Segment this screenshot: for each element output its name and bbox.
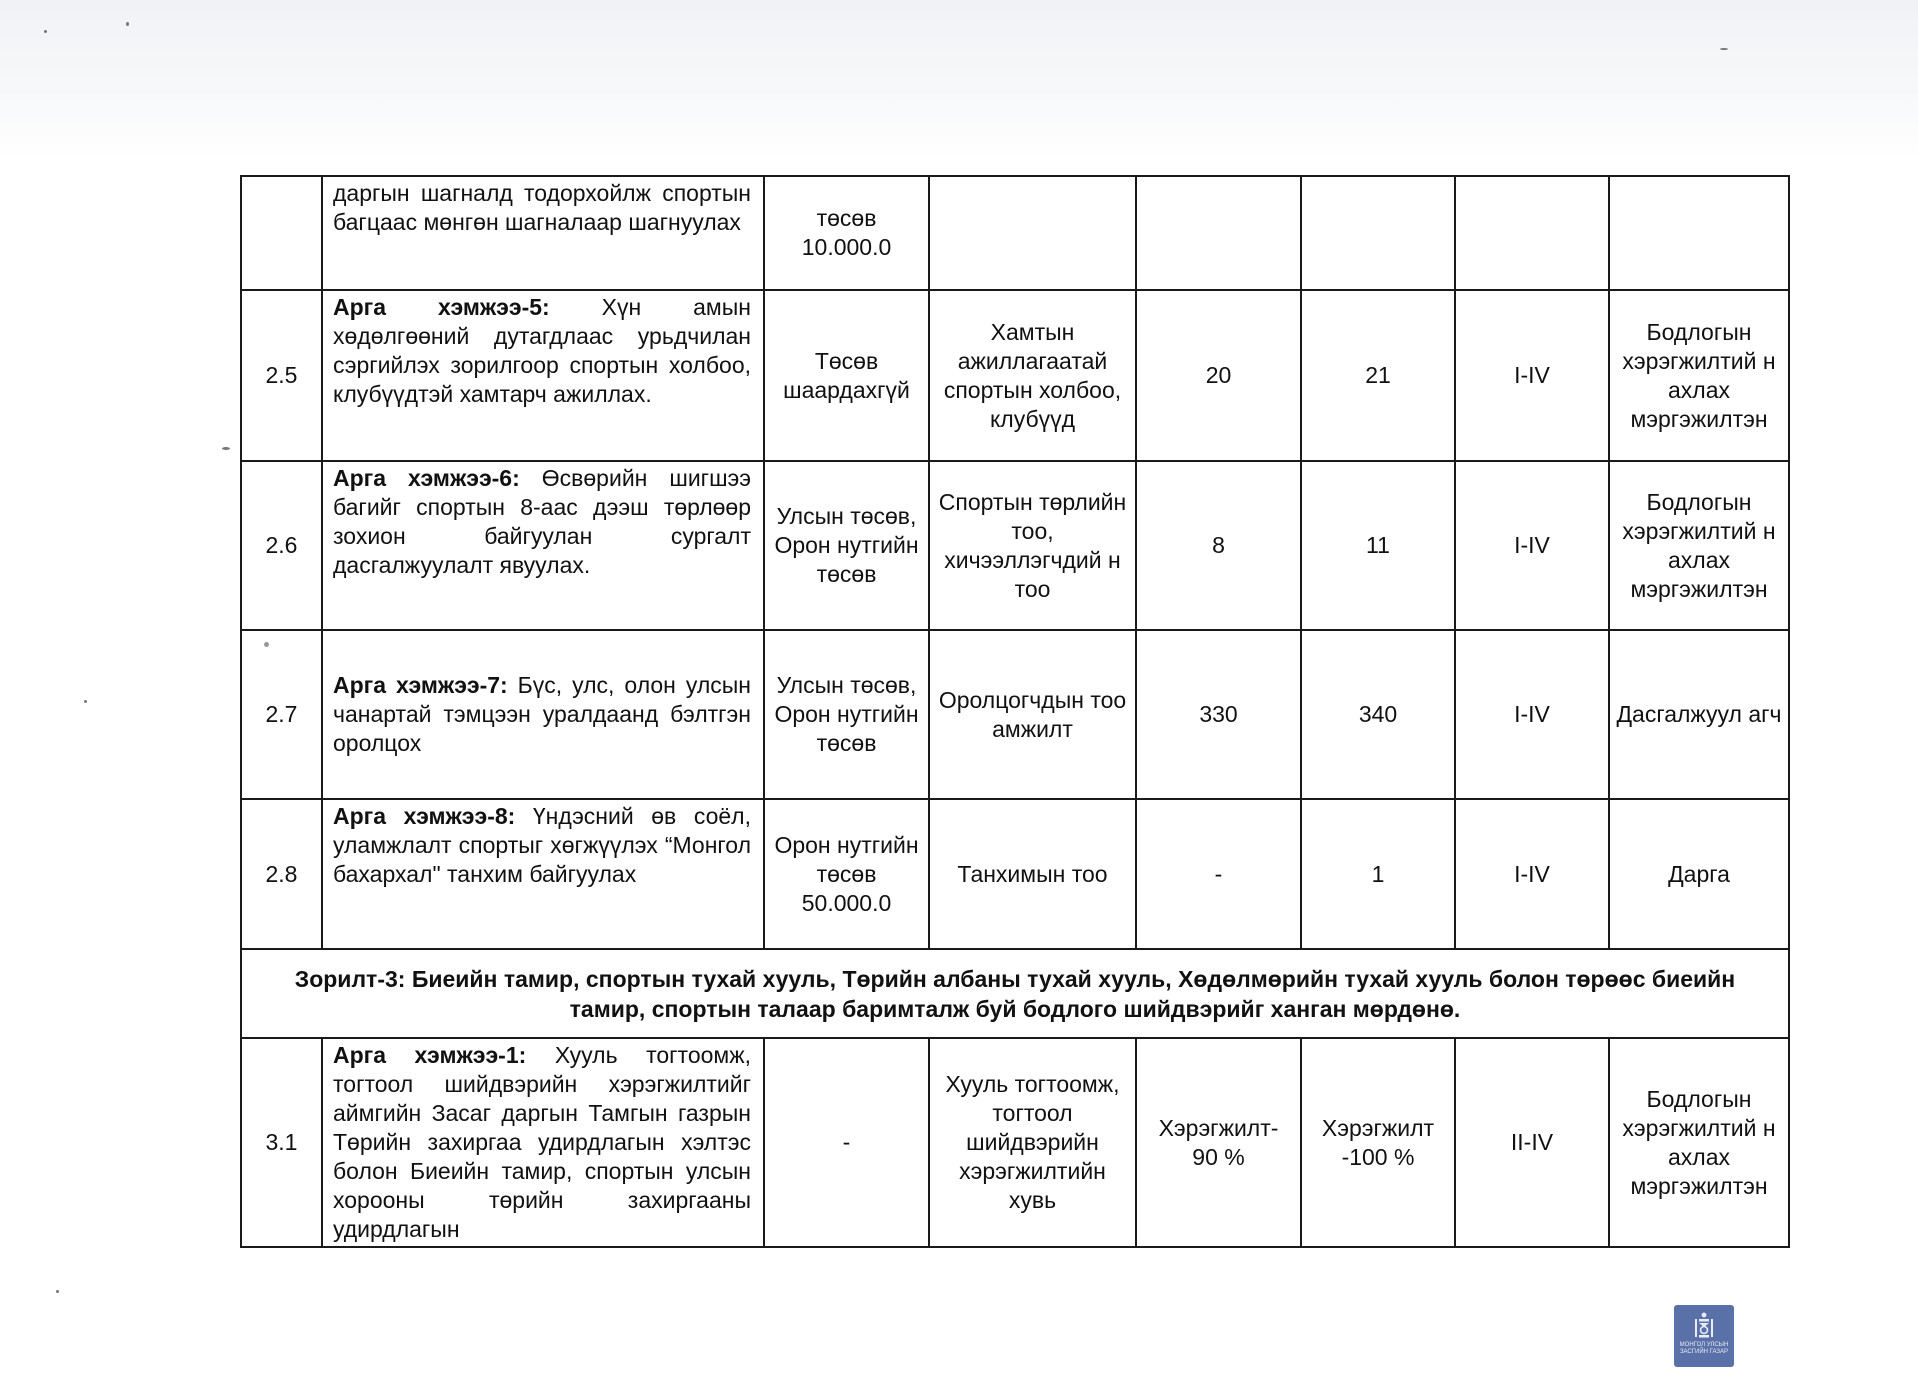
target-value: 11 xyxy=(1301,461,1455,630)
period: I-IV xyxy=(1455,290,1609,461)
action-title: Арга хэмжээ-7: xyxy=(333,672,508,698)
baseline-value: - xyxy=(1136,799,1301,949)
row-number: 2.7 xyxy=(241,630,322,799)
action-title: Арга хэмжээ-8: xyxy=(333,803,516,829)
action-text: Өсвөрийн шигшээ багийг спортын 8-аас дээш төрлөөр зохион байгуулан сургалт дасгалжуулалт явуулах. xyxy=(333,465,751,578)
target-value: Хэрэгжилт -100 % xyxy=(1301,1038,1455,1247)
budget-source: төсөв 10.000.0 xyxy=(764,176,929,290)
responsible xyxy=(1609,176,1789,290)
row-number: 2.5 xyxy=(241,290,322,461)
scan-speck xyxy=(44,30,47,33)
row-number xyxy=(241,176,322,290)
soyombo-icon xyxy=(1692,1311,1716,1339)
scan-speck xyxy=(222,447,230,450)
action-text: Бүс, улс, олон улсын чанартай тэмцээн уралдаанд бэлтгэн оролцох xyxy=(333,672,751,756)
budget-source: Орон нутгийн төсөв 50.000.0 xyxy=(764,799,929,949)
scan-background xyxy=(0,0,1918,160)
baseline-value xyxy=(1136,176,1301,290)
action-description xyxy=(322,290,764,461)
action-text: Хүн амын хөдөлгөөний дутагдлаас урьдчилан сэргийлэх зорилгоор спортын холбоо, клубүүдтэй хамтарч ажиллах. xyxy=(333,294,751,407)
row-number: 3.1 xyxy=(241,1038,322,1247)
action-description xyxy=(322,461,764,630)
indicator: Спортын төрлийн тоо, хичээллэгчдий н тоо xyxy=(929,461,1136,630)
target-value: 21 xyxy=(1301,290,1455,461)
table-row xyxy=(241,799,1789,949)
action-text: Хууль тогтоомж, тогтоол шийдвэрийн хэрэгжилтийг аймгийн Засаг даргын Тамгын газрын Төрийн захиргаа удирдлагын хэлтэс болон Биеийн тамир, спортын улсын хорооны төрийн захиргааны удирдлагын xyxy=(333,1042,751,1242)
action-description xyxy=(322,799,764,949)
budget-source: - xyxy=(764,1038,929,1247)
action-description xyxy=(322,630,764,799)
emblem-caption-line1: МОНГОЛ УЛСЫН xyxy=(1679,1342,1729,1348)
indicator: Оролцогчдын тоо амжилт xyxy=(929,630,1136,799)
table-row xyxy=(241,176,1789,290)
budget-source: Улсын төсөв, Орон нутгийн төсөв xyxy=(764,461,929,630)
period: II-IV xyxy=(1455,1038,1609,1247)
responsible: Дарга xyxy=(1609,799,1789,949)
period xyxy=(1455,176,1609,290)
goal-row xyxy=(241,949,1789,1038)
responsible: Бодлогын хэрэгжилтий н ахлах мэргэжилтэн xyxy=(1609,1038,1789,1247)
responsible: Бодлогын хэрэгжилтий н ахлах мэргэжилтэн xyxy=(1609,461,1789,630)
indicator xyxy=(929,176,1136,290)
baseline-value: Хэрэгжилт- 90 % xyxy=(1136,1038,1301,1247)
table-row xyxy=(241,630,1789,799)
government-emblem xyxy=(1674,1305,1734,1367)
action-text: Үндэсний өв соёл, уламжлалт спортыг хөгжүүлэх “Монгол бахархал" танхим байгуулах xyxy=(333,803,751,887)
row-number: 2.6 xyxy=(241,461,322,630)
table-row xyxy=(241,290,1789,461)
table-row xyxy=(241,1038,1789,1247)
period: I-IV xyxy=(1455,461,1609,630)
emblem-caption-line2: ЗАСГИЙН ГАЗАР xyxy=(1679,1349,1729,1355)
scan-speck xyxy=(56,1290,59,1293)
responsible: Бодлогын хэрэгжилтий н ахлах мэргэжилтэн xyxy=(1609,290,1789,461)
baseline-value: 330 xyxy=(1136,630,1301,799)
goal-heading: Зорилт-3: Биеийн тамир, спортын тухай хууль, Төрийн албаны тухай хууль, Хөдөлмөрийн тухай хууль болон төрөөс биеийн тамир, спортын талаар баримталж буй бодлого шийдвэрийг ханган мөрдөнө. xyxy=(241,949,1789,1038)
action-description xyxy=(322,176,764,290)
target-value xyxy=(1301,176,1455,290)
action-title: Арга хэмжээ-5: xyxy=(333,294,550,320)
scan-speck xyxy=(126,22,129,26)
action-description xyxy=(322,1038,764,1247)
scan-speck xyxy=(84,700,87,703)
indicator: Хамтын ажиллагаатай спортын холбоо, клубүүд xyxy=(929,290,1136,461)
baseline-value: 8 xyxy=(1136,461,1301,630)
target-value: 340 xyxy=(1301,630,1455,799)
period: I-IV xyxy=(1455,630,1609,799)
indicator: Танхимын тоо xyxy=(929,799,1136,949)
baseline-value: 20 xyxy=(1136,290,1301,461)
target-value: 1 xyxy=(1301,799,1455,949)
table-row xyxy=(241,461,1789,630)
action-text: даргын шагналд тодорхойлж спортын багцаас мөнгөн шагналаар шагнуулах xyxy=(333,180,751,235)
responsible: Дасгалжуул агч xyxy=(1609,630,1789,799)
action-plan-table xyxy=(240,175,1790,1248)
action-title: Арга хэмжээ-6: xyxy=(333,465,520,491)
budget-source: Улсын төсөв, Орон нутгийн төсөв xyxy=(764,630,929,799)
budget-source: Төсөв шаардахгүй xyxy=(764,290,929,461)
row-number: 2.8 xyxy=(241,799,322,949)
scan-speck xyxy=(1720,48,1728,50)
period: I-IV xyxy=(1455,799,1609,949)
indicator: Хууль тогтоомж, тогтоол шийдвэрийн хэрэгжилтийн хувь xyxy=(929,1038,1136,1247)
action-title: Арга хэмжээ-1: xyxy=(333,1042,527,1068)
